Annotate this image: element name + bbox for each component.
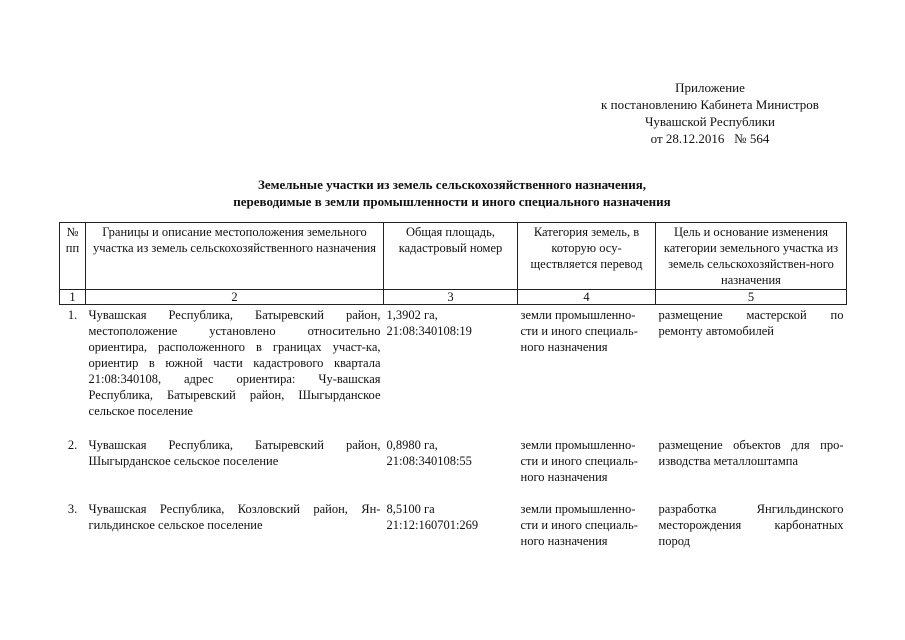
appendix-block — [560, 79, 860, 147]
header-area-cadastral: Общая площадь, кадастровый номер — [384, 223, 518, 290]
row-number: 1. — [67, 308, 78, 322]
row-area-cadastral — [384, 305, 518, 436]
appendix-label: Приложение — [675, 80, 745, 95]
row-area: 0,8980 га, — [386, 438, 438, 452]
appendix-date-number: от 28.12.2016 № 564 — [650, 131, 770, 146]
row-cadastral: 21:12:160701:269 — [386, 518, 479, 532]
column-numbers-row — [60, 290, 847, 305]
land-plots-table — [59, 222, 847, 561]
column-number: 4 — [518, 290, 656, 305]
table-row — [60, 305, 847, 436]
title-line-2: переводимые в земли промышленности и иного специального назначения — [233, 194, 671, 209]
row-area: 8,5100 га — [386, 502, 435, 516]
table-row — [60, 435, 847, 499]
table-row — [60, 499, 847, 561]
row-location: Чувашская Республика, Батыревский район, Шыгырданское сельское поселение — [88, 438, 381, 468]
appendix-decree: к постановлению Кабинета Министров — [601, 97, 819, 112]
column-number: 2 — [86, 290, 384, 305]
header-purpose: Цель и основание изменения категории земельного участка из земель сельскохозяйствен-ного назначения — [656, 223, 847, 290]
appendix-republic: Чувашской Республики — [644, 114, 776, 129]
column-number: 3 — [384, 290, 518, 305]
row-cadastral: 21:08:340108:55 — [386, 454, 472, 468]
table-header-row — [60, 223, 847, 290]
row-location: Чувашская Республика, Козловский район, Ян-гильдинское сельское поселение — [88, 502, 381, 532]
row-number: 3. — [67, 502, 78, 516]
row-purpose: разработка Янгильдинского месторождения карбонатных пород — [658, 502, 844, 548]
row-location: Чувашская Республика, Батыревский район, местоположение установлено относительно ориентира, расположенного в границах участ-ка, ориентир в южной части кадастрового квартала 21:08:340108, адрес ориентира: Чу-вашская Республика, Батыревский район, Шыгырданское сельское поселение — [88, 308, 381, 418]
column-number: 5 — [656, 290, 847, 305]
column-number: 1 — [60, 290, 86, 305]
row-area: 1,3902 га, — [386, 308, 438, 322]
header-location: Границы и описание местоположения земельного участка из земель сельскохозяйственного назначения — [86, 223, 384, 290]
row-cadastral: 21:08:340108:19 — [386, 324, 472, 338]
row-category: земли промышленно-сти и иного специаль-ного назначения — [520, 308, 638, 354]
header-category: Категория земель, в которую осу-ществляется перевод — [518, 223, 656, 290]
row-area-cadastral — [384, 499, 518, 561]
row-purpose: размещение мастерской по ремонту автомобилей — [658, 308, 844, 338]
row-area-cadastral — [384, 435, 518, 499]
row-number: 2. — [67, 438, 78, 452]
document-title — [60, 176, 844, 210]
row-category: земли промышленно-сти и иного специаль-ного назначения — [520, 502, 638, 548]
row-category: земли промышленно-сти и иного специаль-ного назначения — [520, 438, 638, 484]
header-number: № пп — [60, 223, 86, 290]
title-line-1: Земельные участки из земель сельскохозяйственного назначения, — [258, 177, 646, 192]
row-purpose: размещение объектов для про-изводства металлоштампа — [658, 438, 844, 468]
